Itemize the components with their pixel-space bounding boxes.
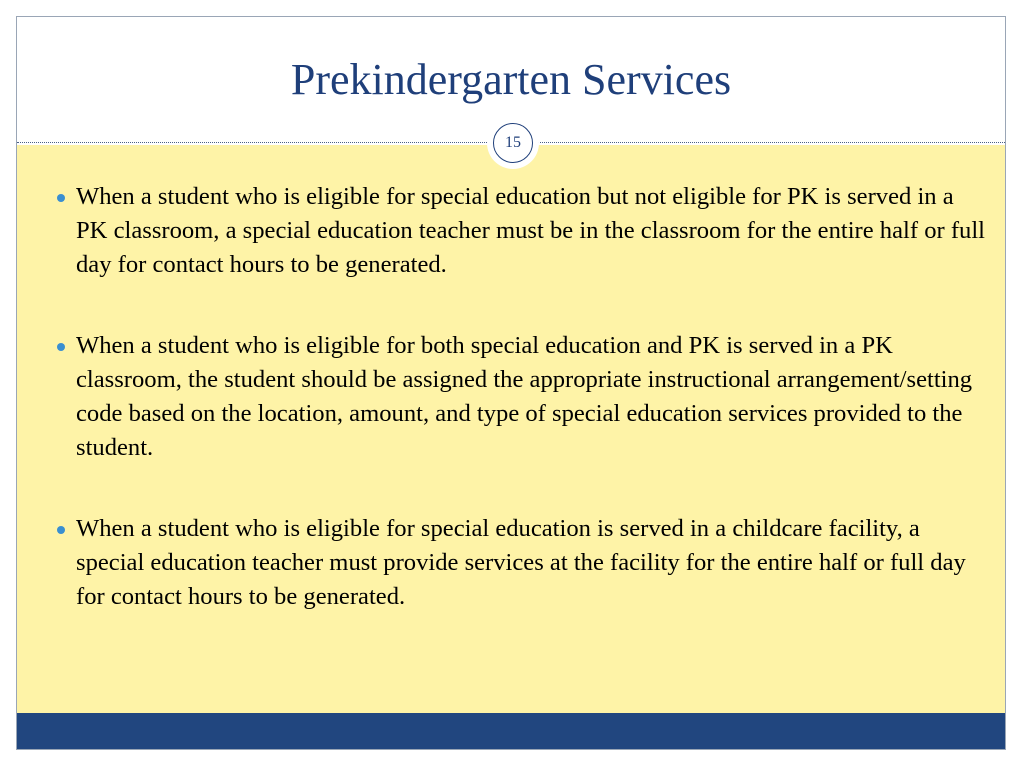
slide — [16, 16, 1006, 750]
bullet-text: When a student who is eligible for special education but not eligible for PK is served in a PK classroom, a special education teacher must be in the classroom for the entire half or full day for contact hours to be generated. — [76, 183, 985, 278]
bullet-text: When a student who is eligible for special education is served in a childcare facility, a special education teacher must provide services at the facility for the entire half or full day for contact hours to be generated. — [76, 515, 966, 610]
bullet-dot-icon — [57, 526, 65, 534]
bullet-dot-icon — [57, 343, 65, 351]
page-number: 15 — [505, 134, 521, 151]
bullet-item — [57, 512, 987, 614]
slide-title: Prekindergarten Services — [290, 55, 732, 104]
bullet-item — [57, 180, 987, 282]
page-number-badge — [487, 117, 539, 169]
bullet-text: When a student who is eligible for both special education and PK is served in a PK classroom, the student should be assigned the appropriate instructional arrangement/setting code based on the location, amount, and type of special education services provided to the student. — [76, 332, 973, 461]
footer-bar — [17, 713, 1005, 749]
bullet-item — [57, 329, 987, 465]
page-number-circle — [493, 123, 533, 163]
bullet-list — [57, 180, 987, 661]
bullet-dot-icon — [57, 194, 65, 202]
